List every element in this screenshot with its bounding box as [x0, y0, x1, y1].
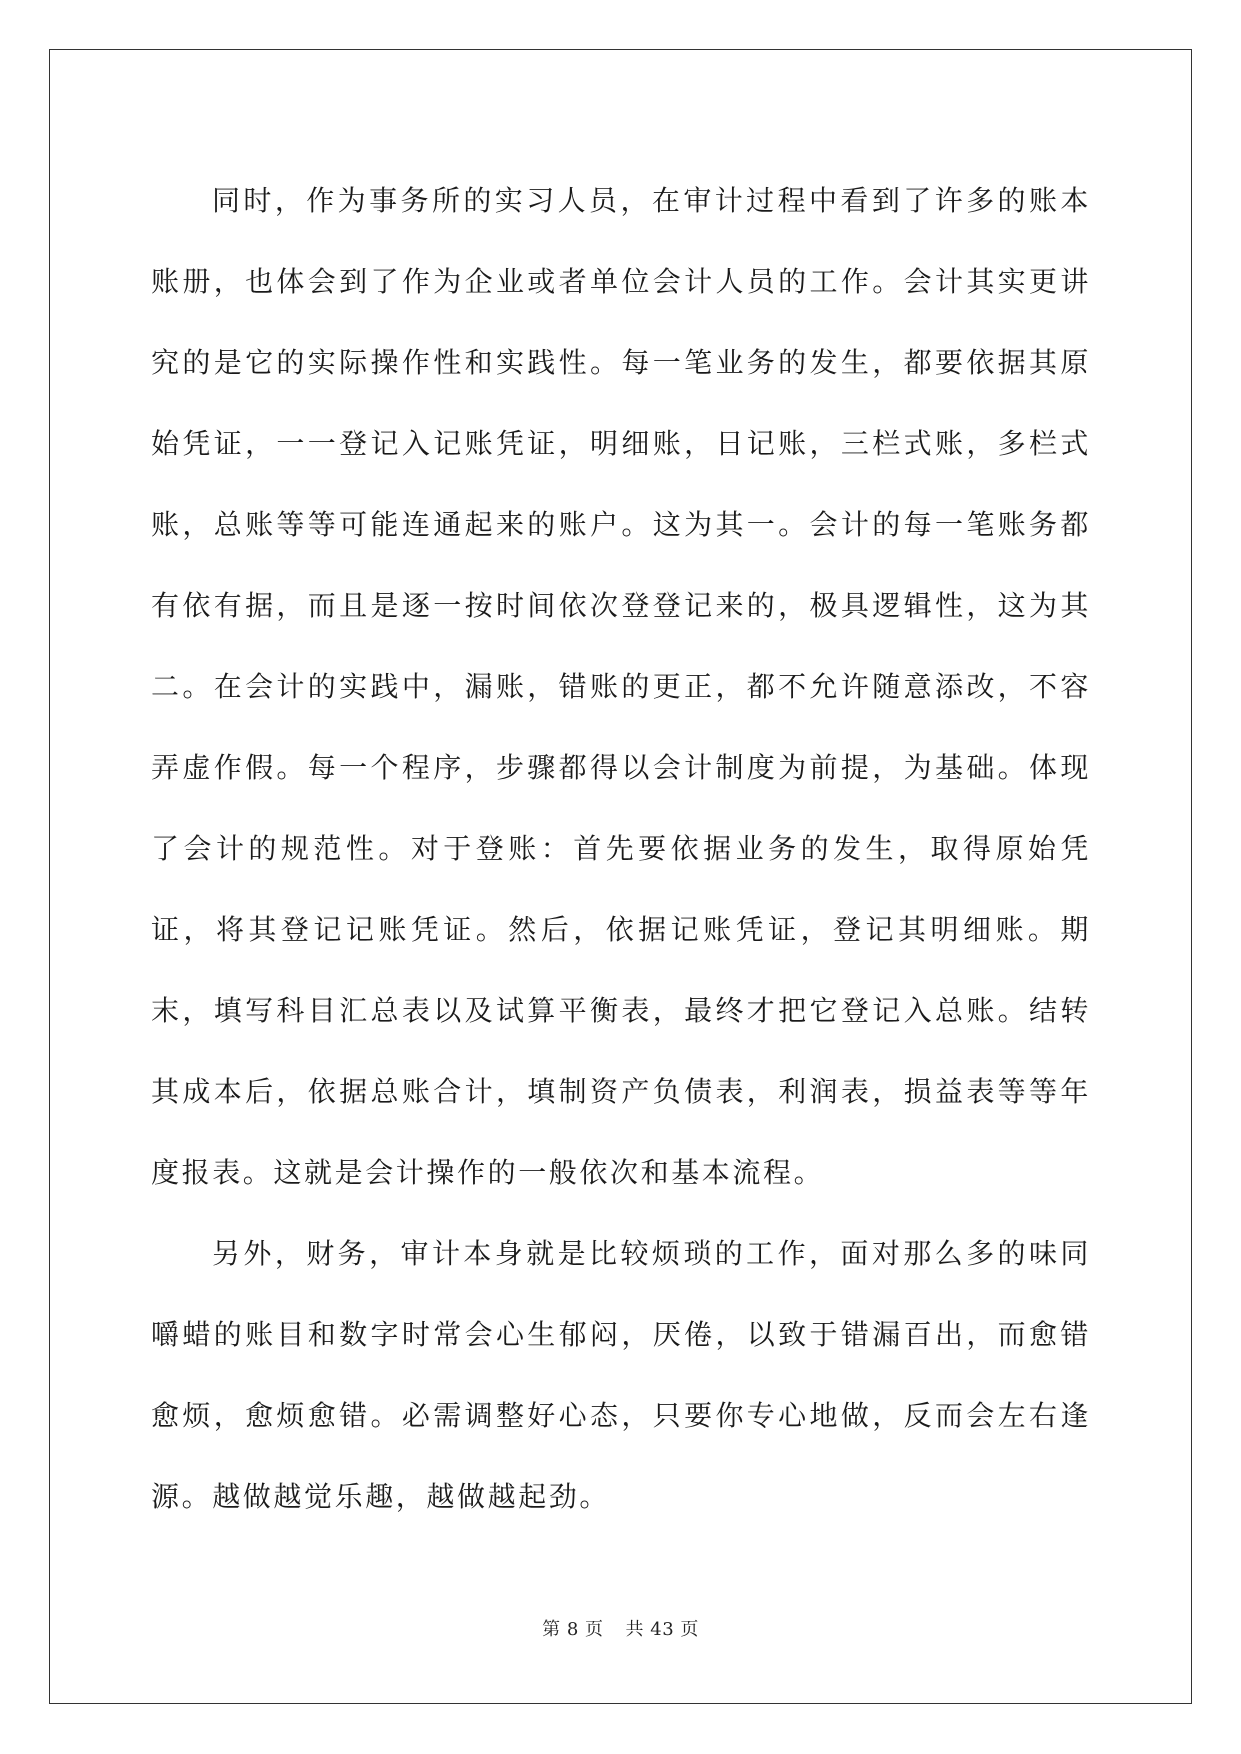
paragraph-2: 另外，财务，审计本身就是比较烦琐的工作，面对那么多的味同嚼蜡的账目和数字时常会心生郁闷，厌倦，以致于错漏百出，而愈错愈烦，愈烦愈错。必需调整好心态，只要你专心地做，反而会左右逢源。越做越觉乐趣，越做越起劲。 [151, 1237, 1091, 1513]
page-number: 第 8 页 [542, 1619, 604, 1640]
page-footer [0, 1615, 1241, 1641]
document-body [151, 160, 1091, 1537]
page-total: 共 43 页 [625, 1619, 699, 1640]
paragraph-1: 同时，作为事务所的实习人员，在审计过程中看到了许多的账本账册，也体会到了作为企业或者单位会计人员的工作。会计其实更讲究的是它的实际操作性和实践性。每一笔业务的发生，都要依据其原始凭证，一一登记入记账凭证，明细账，日记账，三栏式账，多栏式账，总账等等可能连通起来的账户。这为其一。会计的每一笔账务都有依有据，而且是逐一按时间依次登登记来的，极具逻辑性，这为其二。在会计的实践中，漏账，错账的更正，都不允许随意添改，不容弄虚作假。每一个程序，步骤都得以会计制度为前提，为基础。体现了会计的规范性。对于登账：首先要依据业务的发生，取得原始凭证，将其登记记账凭证。然后，依据记账凭证，登记其明细账。期末，填写科目汇总表以及试算平衡表，最终才把它登记入总账。结转其成本后，依据总账合计，填制资产负债表，利润表，损益表等等年度报表。这就是会计操作的一般依次和基本流程。 [151, 184, 1091, 1189]
